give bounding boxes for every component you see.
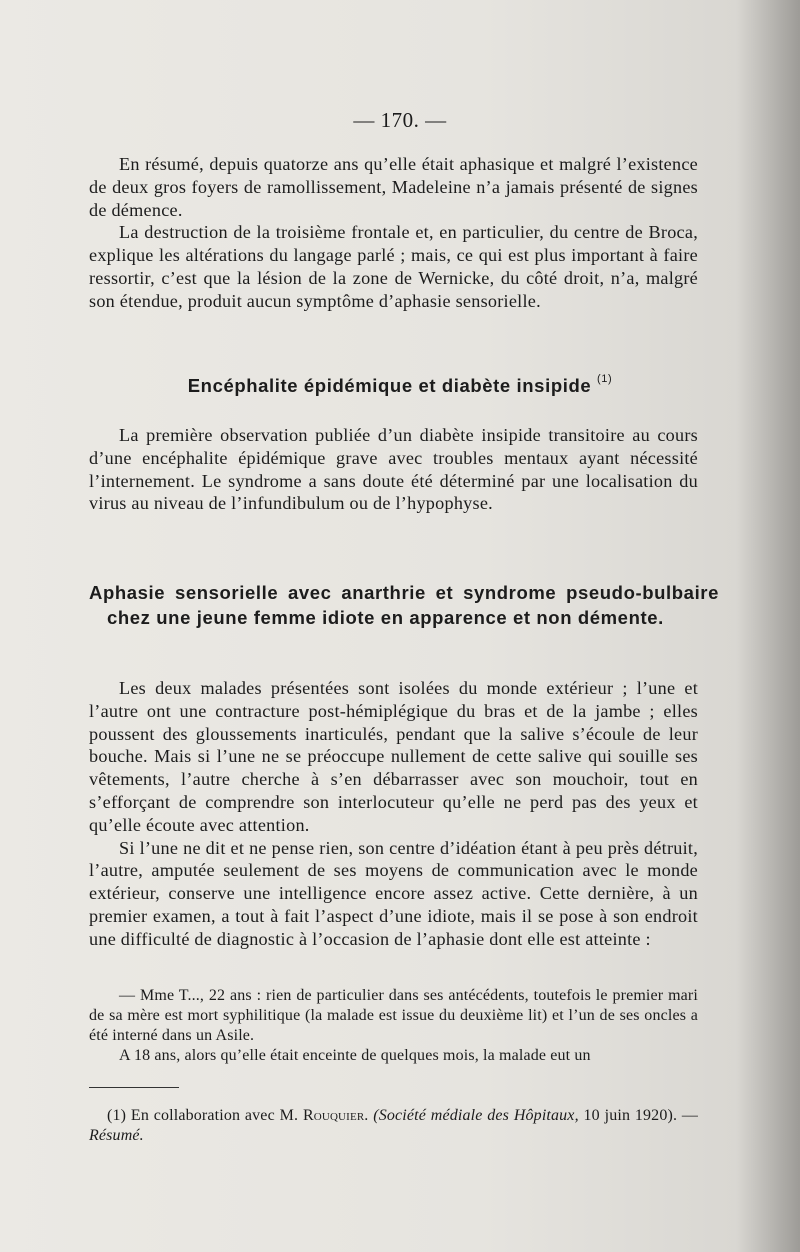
paragraph-broca: La destruction de la troisième frontale et, en particulier, du centre de Broca, explique les altérations du langage parlé ; mais, ce qui est plus important à faire ressortir, c’est que la lésion de la zone de Wernicke, du côté droit, n’a, malgré son étendue, produit aucun symptôme d’aphasie sensorielle. [89, 222, 698, 311]
footnote-text: En collaboration avec M. [130, 1107, 299, 1124]
footnote-source: (Société médiale des Hôpitaux, [373, 1107, 579, 1124]
section-heading-encephalite-text: Encéphalite épidémique et diabète insipide [187, 375, 592, 396]
paragraph-deux-malades: Les deux malades présentées sont isolées du monde extérieur ; l’une et l’autre ont une contracture post-hémiplégique du bras et de la jambe ; elles poussent des gloussements inarticulés, pendant que la salive s’écoule de leur bouche. Mais si l’une ne se préoccupe nullement de cette salive qui souille ses vêtements, l’autre cherche à s’en débarrasser avec son mouchoir, tout en s’efforçant de comprendre son interlocuteur qu’elle ne perd pas des yeux et qu’elle écoute avec attention. [89, 678, 698, 835]
page-number: — 170. — [353, 108, 447, 132]
paragraph-diabete: La première observation publiée d’un diabète insipide transitoire au cours d’une encéphalite épidémique grave avec troubles mentaux ayant nécessité l’internement. Le syndrome a sans doute été déterminé par une localisation du virus au niveau de l’infundibulum ou de l’hypophyse. [89, 425, 698, 514]
footnote-date: 10 juin 1920). — [583, 1107, 699, 1124]
section-heading-encephalite [0, 375, 800, 397]
summary-section [89, 153, 698, 313]
footnote-divider [89, 1087, 179, 1088]
paragraph-ideation: Si l’une ne dit et ne pense rien, son centre d’idéation étant à peu près détruit, l’autre, amputée seulement de ses moyens de communication avec le monde extérieur, conserve une intelligence encore assez active. Cette dernière, à un premier examen, a tout à fait l’aspect d’une idiote, mais il se pose à son endroit une difficulté de diagnostic à l’occasion de l’aphasie dont elle est atteinte : [89, 837, 698, 949]
footnote-author: Rouquier. [302, 1107, 369, 1124]
case-report [89, 986, 698, 1066]
case-paragraph-onset: A 18 ans, alors qu’elle était enceinte de quelques mois, la malade eut un [119, 1047, 591, 1064]
footnote-marker: (1) [107, 1107, 127, 1124]
section-heading-aphasie: Aphasie sensorielle avec anarthrie et syndrome pseudo-bulbaire chez une jeune femme idiote en apparence et non démente. [89, 582, 719, 628]
encephalite-section [89, 424, 698, 515]
footnote [89, 1106, 698, 1146]
paragraph-summary: En résumé, depuis quatorze ans qu’elle était aphasique et malgré l’existence de deux gros foyers de ramollissement, Madeleine n’a jamais présenté de signes de démence. [89, 154, 698, 220]
footnote-tail: Résumé. [89, 1127, 144, 1144]
aphasie-section [89, 677, 698, 951]
footnote-ref: (1) [597, 373, 613, 385]
case-paragraph-history: — Mme T..., 22 ans : rien de particulier dans ses antécédents, toutefois le premier mari de sa mère est mort syphilitique (la malade est issue du deuxième lit) et l’un de ses oncles a été interné dans un Asile. [89, 987, 698, 1044]
